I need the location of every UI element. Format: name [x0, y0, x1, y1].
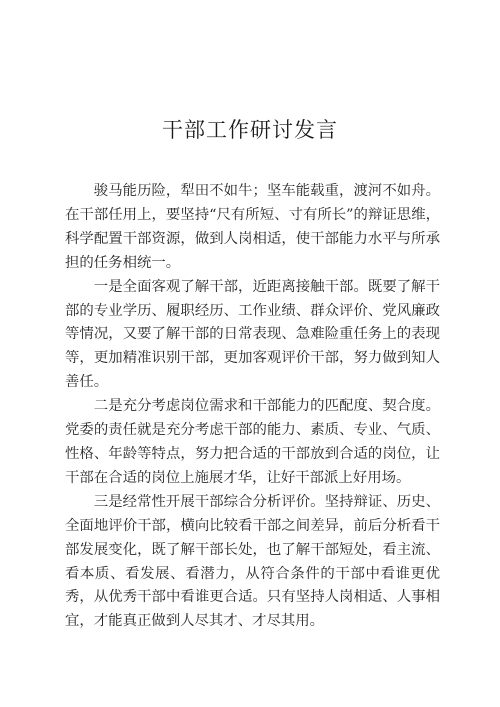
document-body: [65, 180, 440, 634]
paragraph-point-two: 二是充分考虑岗位需求和干部能力的匹配度、契合度。党委的责任就是充分考虑干部的能力、素质、专业、气质、性格、年龄等特点，努力把合适的干部放到合适的岗位，让干部在合适的岗位上施展才华，让好干部派上好用场。: [65, 398, 440, 486]
paragraph-point-one: 一是全面客观了解干部，近距离接触干部。既要了解干部的专业学历、履职经历、工作业绩、群众评价、党风廉政等情况，又要了解干部的日常表现、急难险重任务上的表现等，更加精准识别干部，更加客观评价干部，努力做到知人善任。: [65, 278, 440, 391]
paragraph-point-three: 三是经常性开展干部综合分析评价。坚持辩证、历史、全面地评价干部，横向比较看干部之间差异，前后分析看干部发展变化，既了解干部长处，也了解干部短处，看主流、看本质、看发展、看潜力，从符合条件的干部中看谁更优秀，从优秀干部中看谁更合适。只有坚持人岗相适、人事相宜，才能真正做到人尽其才、才尽其用。: [65, 493, 440, 630]
document-title: 干部工作研讨发言: [162, 118, 338, 142]
paragraph-intro: 骏马能历险，犁田不如牛；坚车能载重，渡河不如舟。在干部任用上，要坚持“尺有所短、寸有所长”的辩证思维，科学配置干部资源，做到人岗相适，使干部能力水平与所承担的任务相统一。: [65, 183, 440, 271]
